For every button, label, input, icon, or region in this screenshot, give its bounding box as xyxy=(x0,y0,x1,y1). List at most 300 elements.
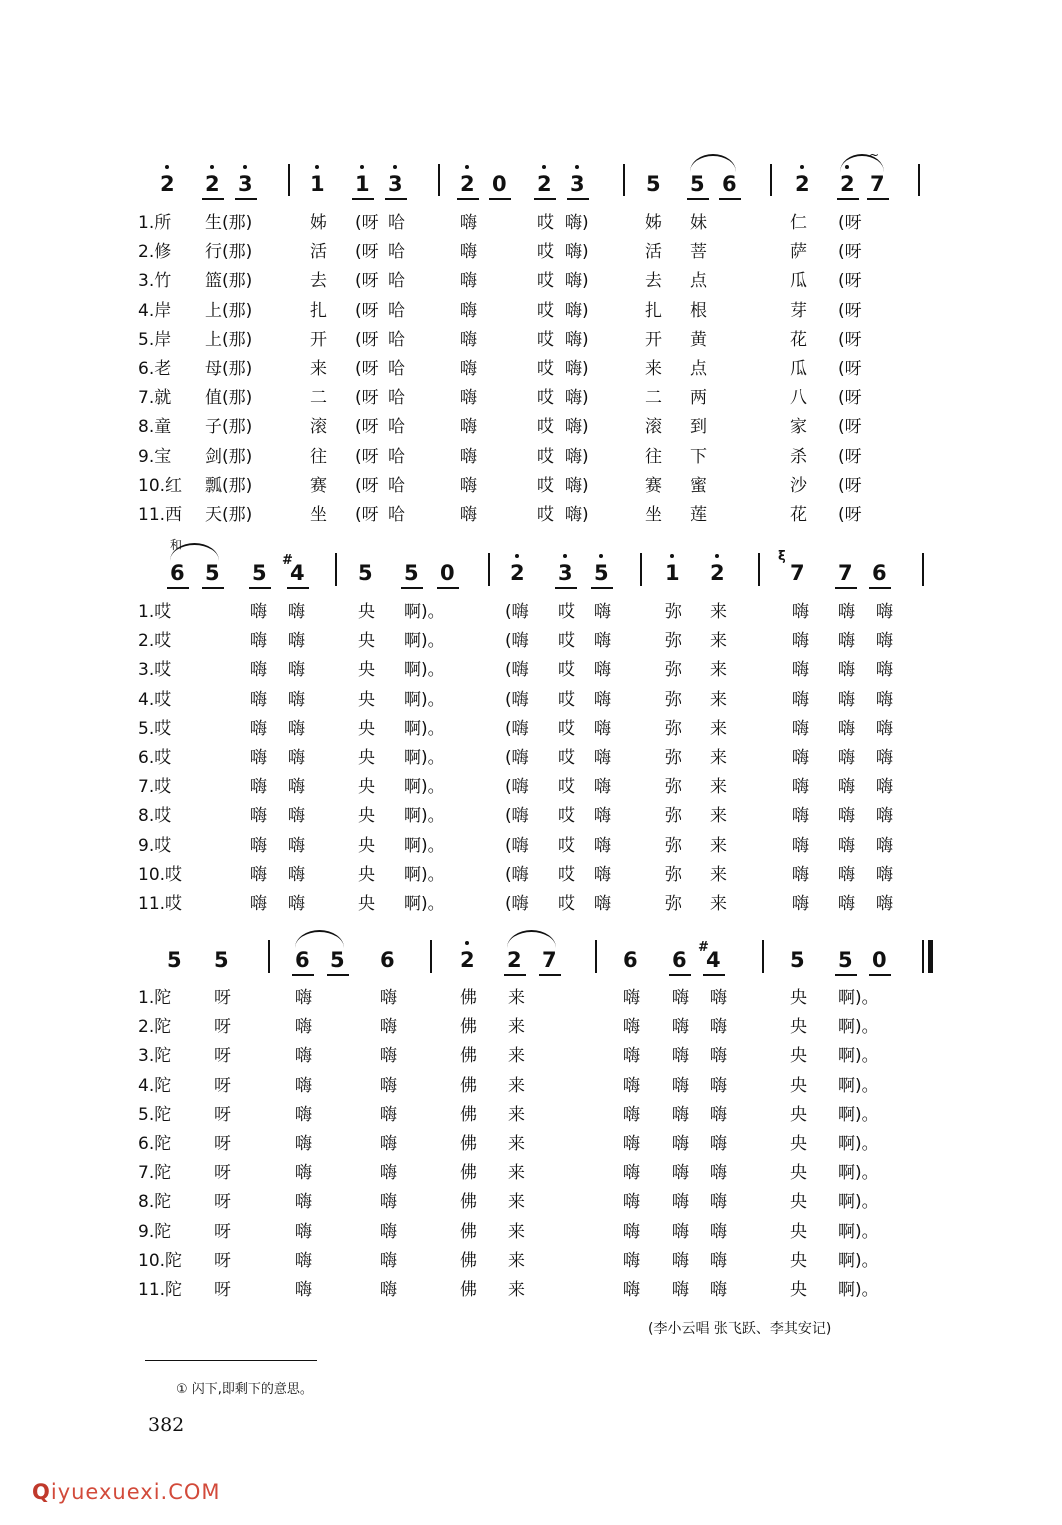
lyric-syllable: 央 xyxy=(358,894,375,914)
lyric-syllable: 来 xyxy=(710,660,727,681)
lyric-syllable: (呀 xyxy=(838,300,862,321)
chorus-label: 和 xyxy=(170,538,183,552)
lyric-syllable: 央 xyxy=(358,660,375,681)
verse-start-syllable: 4.陀 xyxy=(138,1075,172,1096)
lyric-syllable: 哎 xyxy=(558,631,575,652)
jianpu-note: 6 xyxy=(623,948,638,972)
lyric-syllable: 来 xyxy=(508,1221,525,1242)
lyric-syllable: 剑(那) xyxy=(205,446,253,467)
lyric-syllable: 嗨 xyxy=(672,1134,689,1154)
verse-start-syllable: 5.岸 xyxy=(138,329,172,350)
lyric-syllable: 佛 xyxy=(460,1075,477,1096)
lyric-syllable: (呀 xyxy=(355,475,379,496)
lyric-syllable: 来 xyxy=(508,1017,525,1038)
lyric-syllable: 嗨 xyxy=(876,718,893,739)
jianpu-note: 2 xyxy=(205,172,220,196)
lyric-syllable: 嗨 xyxy=(838,660,855,681)
lyric-syllable: 嗨 xyxy=(792,864,809,885)
jianpu-note: 7 xyxy=(542,948,557,972)
lyric-syllable: 啊)。 xyxy=(404,806,445,827)
lyric-syllable: 佛 xyxy=(460,1250,477,1271)
lyric-syllable: (嗨 xyxy=(505,835,529,856)
lyric-syllable: 嗨 xyxy=(295,1017,312,1038)
lyric-syllable: 嗨 xyxy=(792,748,809,768)
lyric-syllable: (呀 xyxy=(355,505,379,525)
lyric-syllable: 央 xyxy=(790,1192,807,1213)
lyric-syllable: 哎 xyxy=(537,417,554,438)
verse-start-syllable: 7.陀 xyxy=(138,1163,172,1184)
lyric-syllable: 姊 xyxy=(310,213,327,233)
lyric-syllable: 嗨 xyxy=(623,1163,640,1184)
lyric-syllable: 嗨 xyxy=(792,835,809,856)
lyric-syllable: 弥 xyxy=(665,689,682,710)
lyric-syllable: 呀 xyxy=(214,1192,231,1213)
sharp-sign: # xyxy=(698,940,709,955)
lyric-syllable: 哎 xyxy=(537,475,554,496)
lyric-syllable: 嗨 xyxy=(710,1134,727,1154)
lyric-syllable: 呀 xyxy=(214,1017,231,1038)
lyric-syllable: 啊)。 xyxy=(404,748,445,768)
lyric-syllable: (呀 xyxy=(838,417,862,438)
verse-start-syllable: 6.老 xyxy=(138,359,172,379)
lyric-syllable: 嗨 xyxy=(460,359,477,379)
lyric-syllable: 值(那) xyxy=(205,388,253,409)
lyric-syllable: 嗨 xyxy=(672,1163,689,1184)
lyric-syllable: 佛 xyxy=(460,1017,477,1038)
lyric-syllable: 央 xyxy=(790,1221,807,1242)
jianpu-note: 2 xyxy=(510,561,525,585)
lyric-syllable: 嗨 xyxy=(460,475,477,496)
lyric-syllable: 嗨 xyxy=(792,631,809,652)
jianpu-note: 1 xyxy=(665,561,680,585)
lyric-syllable: 往 xyxy=(310,446,327,467)
lyric-syllable: 央 xyxy=(358,718,375,739)
jianpu-note: 1 xyxy=(355,172,370,196)
lyric-syllable: 呀 xyxy=(214,1221,231,1242)
lyric-syllable: 弥 xyxy=(665,864,682,885)
lyric-syllable: 嗨 xyxy=(594,689,611,710)
verse-start-syllable: 3.竹 xyxy=(138,271,172,292)
lyric-syllable: 来 xyxy=(710,806,727,827)
lyric-syllable: 杀 xyxy=(790,446,807,467)
lyric-syllable: 嗨 xyxy=(380,1046,397,1067)
lyric-syllable: 哎 xyxy=(558,835,575,856)
lyric-syllable: 啊)。 xyxy=(838,1163,879,1184)
lyric-syllable: 嗨 xyxy=(250,835,267,856)
lyric-syllable: 嗨) xyxy=(565,446,589,467)
lyric-syllable: 央 xyxy=(358,689,375,710)
page-number: 382 xyxy=(148,1414,185,1436)
verse-start-syllable: 2.修 xyxy=(138,242,172,263)
lyric-syllable: 来 xyxy=(508,1280,525,1300)
lyric-syllable: 来 xyxy=(710,718,727,739)
lyric-syllable: 嗨 xyxy=(288,689,305,710)
lyric-syllable: 啊)。 xyxy=(404,894,445,914)
lyric-syllable: 上(那) xyxy=(205,300,253,321)
verse-start-syllable: 4.哎 xyxy=(138,689,172,710)
lyric-syllable: 妹 xyxy=(690,213,707,233)
lyric-syllable: (呀 xyxy=(355,242,379,263)
lyric-syllable: 弥 xyxy=(665,602,682,622)
lyric-syllable: 莲 xyxy=(690,505,707,525)
lyric-syllable: (呀 xyxy=(838,505,862,525)
lyric-syllable: 二 xyxy=(645,388,662,409)
lyric-syllable: 仁 xyxy=(790,213,807,233)
lyric-syllable: 哎 xyxy=(558,777,575,798)
lyric-syllable: 来 xyxy=(508,1104,525,1125)
jianpu-note: 0 xyxy=(440,561,455,585)
lyric-syllable: (呀 xyxy=(838,446,862,467)
lyric-syllable: 嗨) xyxy=(565,359,589,379)
lyric-syllable: 嗨 xyxy=(672,1221,689,1242)
lyric-syllable: 菩 xyxy=(690,242,707,263)
lyric-syllable: 嗨 xyxy=(380,1075,397,1096)
lyric-syllable: 哎 xyxy=(537,505,554,525)
lyric-syllable: 哈 xyxy=(388,505,405,525)
verse-start-syllable: 6.陀 xyxy=(138,1134,172,1154)
lyric-syllable: 嗨 xyxy=(295,988,312,1008)
lyric-syllable: 嗨 xyxy=(838,835,855,856)
lyric-syllable: 嗨 xyxy=(876,835,893,856)
lyric-syllable: 嗨 xyxy=(623,1221,640,1242)
lyric-syllable: 央 xyxy=(358,835,375,856)
lyric-syllable: 嗨 xyxy=(460,300,477,321)
lyric-syllable: 两 xyxy=(690,388,707,409)
site-watermark xyxy=(32,1480,221,1504)
lyric-syllable: 嗨 xyxy=(295,1192,312,1213)
lyric-syllable: 嗨 xyxy=(250,660,267,681)
lyric-syllable: 嗨 xyxy=(380,1250,397,1271)
jianpu-note: 5 xyxy=(358,561,373,585)
lyric-syllable: 嗨 xyxy=(288,748,305,768)
lyric-syllable: 活 xyxy=(310,242,327,263)
lyric-syllable: 佛 xyxy=(460,1163,477,1184)
lyric-syllable: 嗨 xyxy=(288,718,305,739)
lyric-syllable: 啊)。 xyxy=(404,631,445,652)
lyric-syllable: 央 xyxy=(790,1046,807,1067)
lyric-syllable: 哎 xyxy=(558,602,575,622)
jianpu-note: 5 xyxy=(214,948,229,972)
lyric-syllable: 嗨 xyxy=(380,1017,397,1038)
jianpu-note: 3 xyxy=(238,172,253,196)
lyric-syllable: 开 xyxy=(310,329,327,350)
lyric-syllable: 瓜 xyxy=(790,359,807,379)
lyric-syllable: 赛 xyxy=(310,475,327,496)
lyric-syllable: 蜜 xyxy=(690,475,707,496)
jianpu-note: 0 xyxy=(872,948,887,972)
lyric-syllable: 嗨 xyxy=(594,631,611,652)
jianpu-note: 6 xyxy=(872,561,887,585)
lyric-syllable: 去 xyxy=(310,271,327,292)
lyric-syllable: 嗨 xyxy=(288,660,305,681)
lyric-syllable: 扎 xyxy=(310,300,327,321)
verse-start-syllable: 1.陀 xyxy=(138,988,172,1008)
lyric-syllable: (呀 xyxy=(355,417,379,438)
lyric-syllable: 嗨 xyxy=(594,777,611,798)
lyric-syllable: 来 xyxy=(710,602,727,622)
lyric-syllable: 下 xyxy=(690,446,707,467)
jianpu-note: 1 xyxy=(310,172,325,196)
lyric-syllable: (嗨 xyxy=(505,631,529,652)
lyric-syllable: 啊)。 xyxy=(838,1280,879,1300)
lyric-syllable: (嗨 xyxy=(505,602,529,622)
lyric-syllable: 嗨 xyxy=(876,602,893,622)
jianpu-note: 6 xyxy=(722,172,737,196)
jianpu-note: 5 xyxy=(167,948,182,972)
lyric-syllable: 嗨 xyxy=(288,835,305,856)
verse-start-syllable: 8.哎 xyxy=(138,806,172,827)
lyric-syllable: 弥 xyxy=(665,748,682,768)
lyric-syllable: 啊)。 xyxy=(404,660,445,681)
lyric-syllable: 嗨 xyxy=(672,1250,689,1271)
lyric-syllable: 央 xyxy=(790,1134,807,1154)
lyric-syllable: 嗨 xyxy=(295,1134,312,1154)
lyric-syllable: 啊)。 xyxy=(404,602,445,622)
lyric-syllable: 嗨 xyxy=(250,806,267,827)
lyric-syllable: 来 xyxy=(508,1075,525,1096)
jianpu-note: 6 xyxy=(295,948,310,972)
lyric-syllable: 哎 xyxy=(558,689,575,710)
lyric-syllable: 嗨 xyxy=(710,1221,727,1242)
lyric-syllable: 嗨 xyxy=(876,806,893,827)
lyric-syllable: 哈 xyxy=(388,359,405,379)
jianpu-note: 2 xyxy=(710,561,725,585)
jianpu-note: 2 xyxy=(460,172,475,196)
verse-start-syllable: 8.陀 xyxy=(138,1192,172,1213)
lyric-syllable: 嗨 xyxy=(623,1075,640,1096)
lyric-syllable: 嗨 xyxy=(838,602,855,622)
lyric-syllable: 嗨 xyxy=(380,1221,397,1242)
lyric-syllable: 滚 xyxy=(645,417,662,438)
lyric-syllable: 嗨 xyxy=(838,777,855,798)
lyric-syllable: 来 xyxy=(310,359,327,379)
lyric-syllable: 嗨 xyxy=(460,213,477,233)
lyric-syllable: 央 xyxy=(790,1250,807,1271)
lyric-syllable: 嗨 xyxy=(838,894,855,914)
lyric-syllable: 呀 xyxy=(214,1075,231,1096)
lyric-syllable: 嗨 xyxy=(594,835,611,856)
lyric-syllable: 哈 xyxy=(388,388,405,409)
lyric-syllable: 嗨 xyxy=(295,1221,312,1242)
lyric-syllable: 天(那) xyxy=(205,505,253,525)
lyric-syllable: 哎 xyxy=(537,213,554,233)
lyric-syllable: (呀 xyxy=(838,475,862,496)
jianpu-note: 2 xyxy=(840,172,855,196)
lyric-syllable: 嗨 xyxy=(792,602,809,622)
jianpu-note: 7 xyxy=(838,561,853,585)
lyric-syllable: 嗨 xyxy=(623,1280,640,1300)
lyric-syllable: 佛 xyxy=(460,1192,477,1213)
footnote: ① 闪下,即剩下的意思。 xyxy=(176,1382,313,1397)
lyric-syllable: 央 xyxy=(358,602,375,622)
lyric-syllable: 嗨 xyxy=(672,1280,689,1300)
jianpu-note: 5 xyxy=(838,948,853,972)
jianpu-note: 2 xyxy=(537,172,552,196)
lyric-syllable: 嗨 xyxy=(710,988,727,1008)
sharp-sign: # xyxy=(282,553,293,568)
lyric-syllable: 活 xyxy=(645,242,662,263)
lyric-syllable: 嗨 xyxy=(250,777,267,798)
lyric-syllable: 佛 xyxy=(460,988,477,1008)
lyric-syllable: (呀 xyxy=(355,300,379,321)
lyric-syllable: 呀 xyxy=(214,988,231,1008)
lyric-syllable: (呀 xyxy=(838,242,862,263)
lyric-syllable: 来 xyxy=(710,631,727,652)
lyric-syllable: 嗨 xyxy=(594,718,611,739)
lyric-syllable: 嗨 xyxy=(672,988,689,1008)
verse-start-syllable: 4.岸 xyxy=(138,300,172,321)
lyric-syllable: 嗨 xyxy=(288,602,305,622)
lyric-syllable: 嗨 xyxy=(250,864,267,885)
lyric-syllable: 点 xyxy=(690,271,707,292)
lyric-syllable: 哎 xyxy=(558,660,575,681)
lyric-syllable: 嗨) xyxy=(565,329,589,350)
lyric-syllable: 嗨 xyxy=(710,1280,727,1300)
lyric-syllable: 嗨) xyxy=(565,242,589,263)
lyric-syllable: 嗨 xyxy=(594,894,611,914)
lyric-syllable: 萨 xyxy=(790,242,807,263)
lyric-syllable: 哈 xyxy=(388,300,405,321)
verse-start-syllable: 5.陀 xyxy=(138,1104,172,1125)
jianpu-note: 5 xyxy=(330,948,345,972)
lyric-syllable: (嗨 xyxy=(505,777,529,798)
lyric-syllable: 嗨 xyxy=(460,388,477,409)
lyric-syllable: 嗨 xyxy=(380,988,397,1008)
footnote-rule xyxy=(145,1360,317,1361)
lyric-syllable: 家 xyxy=(790,417,807,438)
lyric-syllable: 嗨 xyxy=(623,1017,640,1038)
lyric-syllable: 央 xyxy=(790,1075,807,1096)
lyric-syllable: 嗨 xyxy=(295,1046,312,1067)
lyric-syllable: 生(那) xyxy=(205,213,253,233)
jianpu-note: 4 xyxy=(706,948,721,972)
lyric-syllable: 赛 xyxy=(645,475,662,496)
jianpu-note: 2 xyxy=(795,172,810,196)
lyric-syllable: 嗨 xyxy=(288,631,305,652)
lyric-syllable: 嗨 xyxy=(710,1017,727,1038)
lyric-syllable: 呀 xyxy=(214,1280,231,1300)
verse-start-syllable: 9.陀 xyxy=(138,1221,172,1242)
lyric-syllable: 央 xyxy=(790,1163,807,1184)
lyric-syllable: 来 xyxy=(710,894,727,914)
lyric-syllable: 瓜 xyxy=(790,271,807,292)
lyric-syllable: (呀 xyxy=(355,359,379,379)
lyric-syllable: 母(那) xyxy=(205,359,253,379)
performer-credit: (李小云唱 张飞跃、李其安记) xyxy=(648,1321,832,1337)
lyric-syllable: (呀 xyxy=(838,388,862,409)
lyric-syllable: 啊)。 xyxy=(838,1134,879,1154)
lyric-syllable: 嗨) xyxy=(565,417,589,438)
lyric-syllable: 啊)。 xyxy=(404,777,445,798)
lyric-syllable: 弥 xyxy=(665,718,682,739)
lyric-syllable: 二 xyxy=(310,388,327,409)
verse-start-syllable: 1.所 xyxy=(138,213,172,233)
lyric-syllable: 呀 xyxy=(214,1134,231,1154)
verse-start-syllable: 11.西 xyxy=(138,505,183,525)
lyric-syllable: 来 xyxy=(710,689,727,710)
lyric-syllable: 啊)。 xyxy=(404,835,445,856)
lyric-syllable: 央 xyxy=(358,631,375,652)
lyric-syllable: 嗨 xyxy=(876,748,893,768)
lyric-syllable: 哎 xyxy=(537,446,554,467)
lyric-syllable: 瓢(那) xyxy=(205,475,253,496)
lyric-syllable: 啊)。 xyxy=(838,1046,879,1067)
lyric-syllable: 嗨 xyxy=(838,718,855,739)
lyric-syllable: 嗨 xyxy=(710,1104,727,1125)
lyric-syllable: 嗨 xyxy=(380,1163,397,1184)
lyric-syllable: 嗨 xyxy=(672,1104,689,1125)
lyric-syllable: 嗨 xyxy=(250,631,267,652)
lyric-syllable: 嗨 xyxy=(792,777,809,798)
lyric-syllable: 来 xyxy=(508,1046,525,1067)
lyric-syllable: 嗨 xyxy=(876,777,893,798)
lyric-syllable: 嗨 xyxy=(295,1104,312,1125)
lyric-syllable: 坐 xyxy=(645,505,662,525)
lyric-syllable: 哎 xyxy=(537,271,554,292)
lyric-syllable: (呀 xyxy=(355,329,379,350)
verse-start-syllable: 10.红 xyxy=(138,475,183,496)
lyric-syllable: 嗨 xyxy=(672,1192,689,1213)
lyric-syllable: 嗨 xyxy=(838,748,855,768)
verse-start-syllable: 10.哎 xyxy=(138,864,183,885)
jianpu-note: 3 xyxy=(388,172,403,196)
lyric-syllable: 嗨 xyxy=(710,1046,727,1067)
lyric-syllable: 嗨 xyxy=(380,1134,397,1154)
lyric-syllable: (嗨 xyxy=(505,864,529,885)
lyric-syllable: 嗨 xyxy=(792,689,809,710)
trill-ornament: ~ xyxy=(869,148,880,162)
lyric-syllable: 哈 xyxy=(388,446,405,467)
lyric-syllable: 嗨 xyxy=(250,689,267,710)
lyric-syllable: 嗨 xyxy=(288,864,305,885)
lyric-syllable: 嗨 xyxy=(295,1280,312,1300)
jianpu-note: 5 xyxy=(252,561,267,585)
jianpu-note: 0 xyxy=(492,172,507,196)
lyric-syllable: 哎 xyxy=(537,242,554,263)
lyric-syllable: 嗨 xyxy=(460,329,477,350)
lyric-syllable: 嗨 xyxy=(594,660,611,681)
lyric-syllable: (嗨 xyxy=(505,748,529,768)
lyric-syllable: 滚 xyxy=(310,417,327,438)
lyric-syllable: 来 xyxy=(508,988,525,1008)
lyric-syllable: 央 xyxy=(790,1017,807,1038)
lyric-syllable: 来 xyxy=(710,835,727,856)
lyric-syllable: (嗨 xyxy=(505,894,529,914)
lyric-syllable: 啊)。 xyxy=(838,1221,879,1242)
lyric-syllable: 嗨 xyxy=(295,1075,312,1096)
lyric-syllable: 去 xyxy=(645,271,662,292)
lyric-syllable: 哎 xyxy=(537,300,554,321)
lyric-syllable: 嗨 xyxy=(710,1192,727,1213)
lyric-syllable: 花 xyxy=(790,329,807,350)
jianpu-note: 7 xyxy=(870,172,885,196)
verse-start-syllable: 9.哎 xyxy=(138,835,172,856)
verse-start-syllable: 1.哎 xyxy=(138,602,172,622)
lyric-syllable: 嗨 xyxy=(792,806,809,827)
lyric-syllable: 嗨) xyxy=(565,300,589,321)
verse-start-syllable: 2.陀 xyxy=(138,1017,172,1038)
lyric-syllable: 芽 xyxy=(790,300,807,321)
lyric-syllable: 篮(那) xyxy=(205,271,253,292)
lyric-syllable: (呀 xyxy=(355,213,379,233)
lyric-syllable: 嗨 xyxy=(838,689,855,710)
lyric-syllable: 嗨 xyxy=(623,1104,640,1125)
lyric-syllable: 嗨 xyxy=(876,864,893,885)
lyric-syllable: 嗨 xyxy=(594,748,611,768)
lyric-syllable: 上(那) xyxy=(205,329,253,350)
lyric-syllable: 嗨 xyxy=(838,631,855,652)
lyric-syllable: 嗨 xyxy=(672,1075,689,1096)
